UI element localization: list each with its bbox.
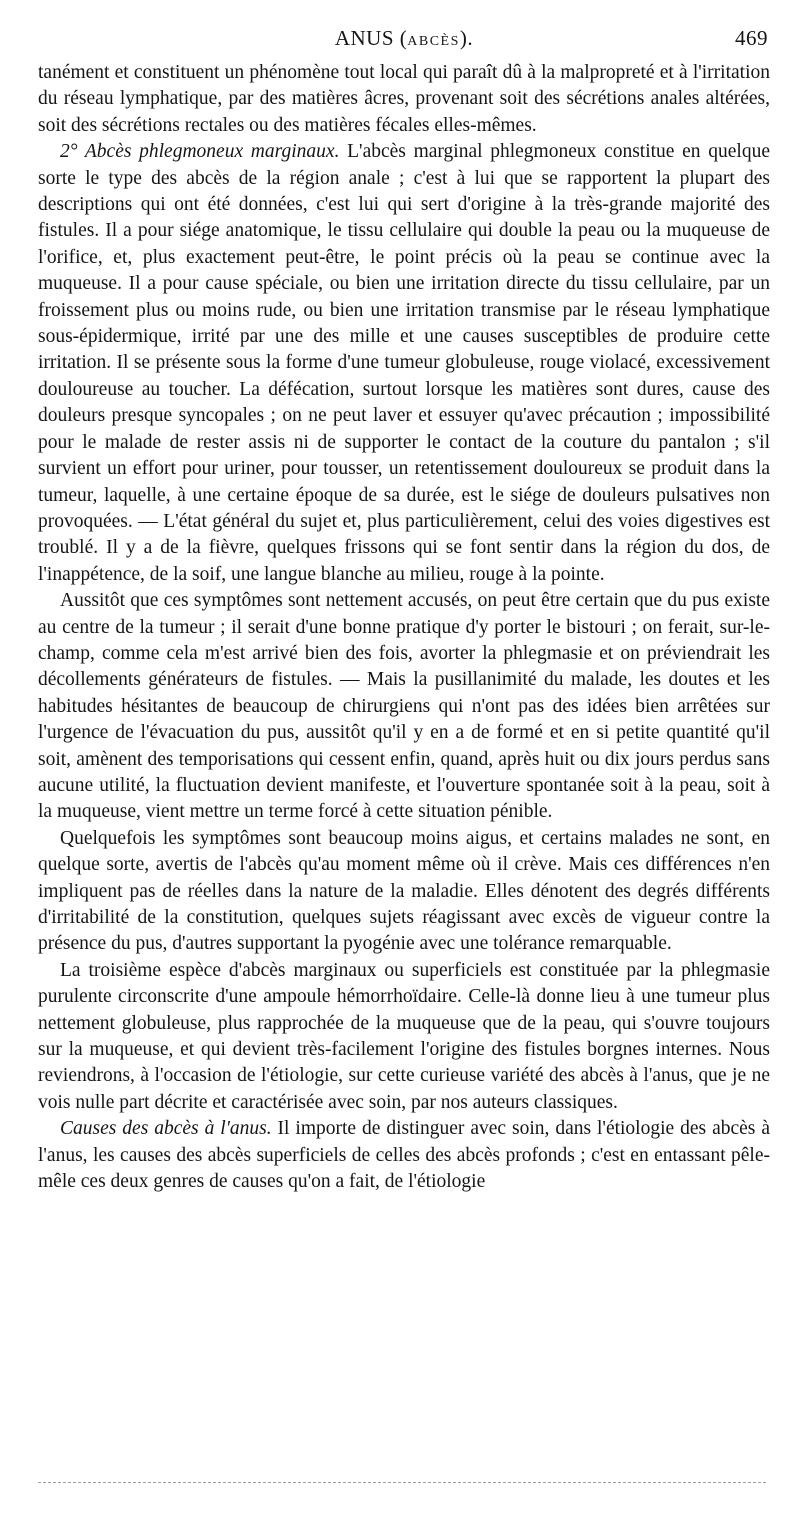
paragraph-causes bbox=[38, 1116, 770, 1195]
paragraph-symptomes bbox=[38, 588, 770, 826]
footer-rule bbox=[38, 1482, 766, 1483]
section-heading-causes: Causes des abcès à l'anus. bbox=[60, 1118, 272, 1140]
running-head bbox=[38, 26, 770, 60]
paragraph-symptomes-moins-aigus bbox=[38, 826, 770, 958]
paragraph-text: tanément et constituent un phénomène tout local qui paraît dû à la malpropreté et à l'irritation du réseau lymphatique, par des matières âcres, provenant soit des sécrétions anales altérées, soit des sécrétions rectales ou des matières fécales elles-mêmes. bbox=[38, 62, 770, 136]
running-title bbox=[38, 26, 770, 51]
paragraph-text: La troisième espèce d'abcès marginaux ou superficiels est constituée par la phlegmasie purulente circonscrite d'une ampoule hémorrhoïdaire. Celle-là donne lieu à une tumeur plus nettement globuleuse, plus rapprochée de la muqueuse que de la peau, qui s'ouvre toujours sur la muqueuse, et qui devient très-facilement l'origine des fistules borgnes internes. Nous reviendrons, à l'occasion de l'étiologie, sur cette curieuse variété des abcès à l'anus, que je ne vois nulle part décrite et caractérisée avec soin, par nos auteurs classiques. bbox=[38, 959, 770, 1113]
running-title-end: ). bbox=[459, 26, 474, 50]
section-heading-abces-phlegmoneux: 2° Abcès phlegmoneux marginaux. bbox=[60, 141, 340, 163]
paragraph-continuation bbox=[38, 60, 770, 139]
page-number: 469 bbox=[735, 26, 768, 50]
running-title-main: ANUS ( bbox=[334, 26, 408, 50]
paragraph-text: L'abcès marginal phlegmoneux constitue en quelque sorte le type des abcès de la région anale ; c'est à lui que se rapportent la plupart des descriptions qui ont été données, c'est lui qui sert d'origine à la très-grande majorité des fistules. Il a pour siége anatomique, le tissu cellulaire qui double la peau ou la muqueuse de l'orifice, et, plus exactement peut-être, le point précis où la peau se continue avec la muqueuse. Il a pour cause spéciale, ou bien une irritation directe du tissu cellulaire, par un froissement plus ou moins rude, ou bien une irritation transmise par le réseau lymphatique sous-épidermique, irrité par une des mille et une causes susceptibles de produire cette irritation. Il se présente sous la forme d'une tumeur globuleuse, rouge violacé, excessivement douloureuse au toucher. La défécation, surtout lorsque les matières sont dures, cause des douleurs presque syncopales ; on ne peut laver et essuyer qu'avec précaution ; impossibilité pour le malade de rester assis ni de supporter le contact de la couture du pantalon ; s'il survient un effort pour uriner, pour tousser, un retentissement douloureux se produit dans la tumeur, laquelle, à une certaine époque de sa durée, est le siége de douleurs pulsatives non provoquées. — L'état général du sujet et, plus particulièrement, celui des voies digestives est troublé. Il y a de la fièvre, quelques frissons qui se font sentir dans la région du dos, de l'inappétence, de la soif, une langue blanche au milieu, rouge à la pointe. bbox=[38, 141, 770, 585]
body-text bbox=[38, 60, 770, 1195]
page bbox=[38, 26, 770, 1195]
paragraph-text: Quelquefois les symptômes sont beaucoup moins aigus, et certains malades ne sont, en quelque sorte, avertis de l'abcès qu'au moment même où il crève. Mais ces différences n'en impliquent pas de réelles dans la nature de la maladie. Elles dénotent des degrés différents d'irritabilité de la constitution, quelques sujets réagissant avec excès de vigueur contre la présence du pus, d'autres supportant la pyogénie avec une tolérance remarquable. bbox=[38, 827, 770, 955]
paragraph-text: Il importe de distinguer avec soin, dans l'étiologie des abcès à l'anus, les causes des abcès superficiels de celles des abcès profonds ; c'est en entassant pêle-mêle ces deux genres de causes qu'on a fait, de l'étiologie bbox=[38, 1118, 770, 1193]
running-title-small-caps: ABCÈS bbox=[407, 34, 460, 49]
paragraph-troisieme-espece bbox=[38, 958, 770, 1116]
paragraph-text: Aussitôt que ces symptômes sont nettement accusés, on peut être certain que du pus existe au centre de la tumeur ; il serait d'une bonne pratique d'y porter le bistouri ; on ferait, sur-le-champ, comme cela m'est arrivé bien des fois, avorter la phlegmasie et on préviendrait les décollements générateurs de fistules. — Mais la pusillanimité du malade, les doutes et les habitudes hésitantes de beaucoup de chirurgiens qui n'ont pas des idées bien arrêtées sur l'urgence de l'évacuation du pus, aussitôt qu'il y en a de formé et en si petite quantité qu'il soit, amènent des temporisations qui cessent enfin, quand, après huit ou dix jours perdus sans aucune utilité, la fluctuation devient manifeste, et l'ouverture spontanée soit à la peau, soit à la muqueuse, vient mettre un terme forcé à cette situation pénible. bbox=[38, 590, 770, 823]
paragraph-abces-phlegmoneux bbox=[38, 139, 770, 588]
